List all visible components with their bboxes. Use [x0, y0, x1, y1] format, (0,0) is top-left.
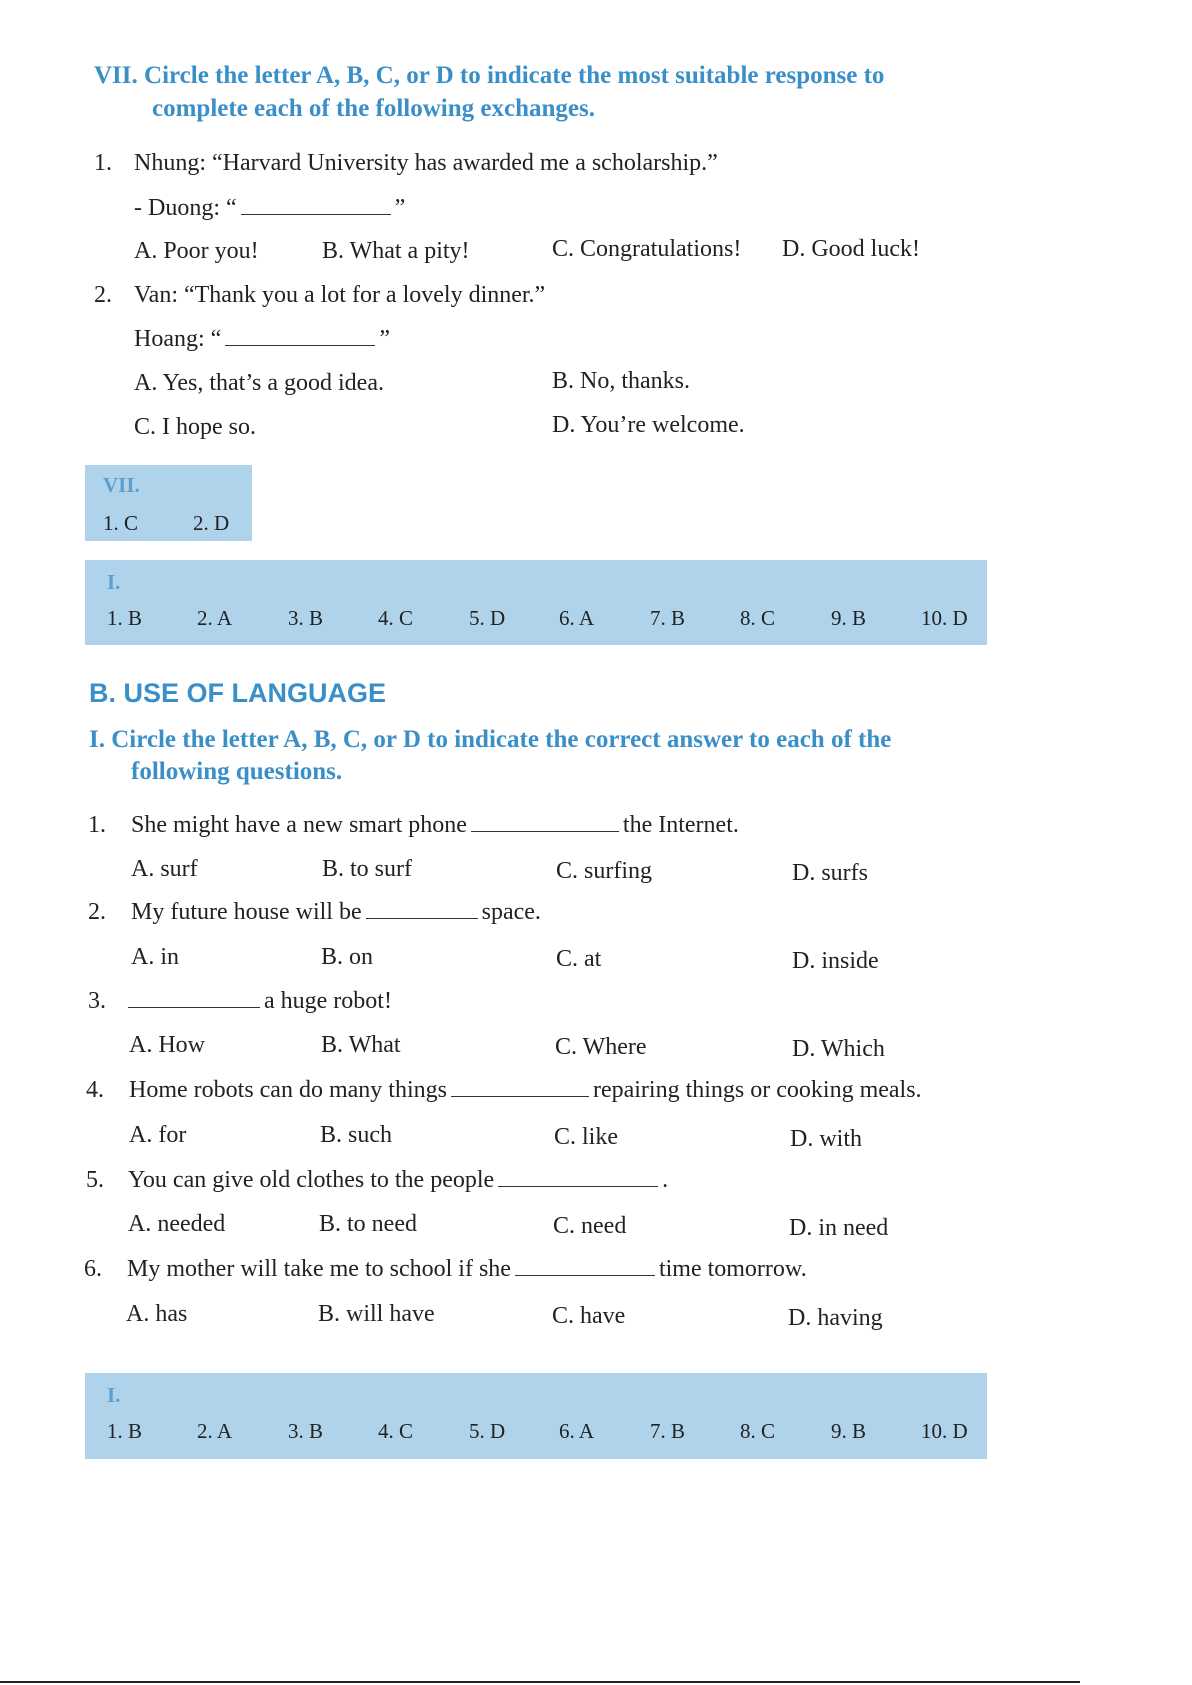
q7-2-number: 2. [94, 282, 112, 308]
qb-1-option-d[interactable]: D. surfs [792, 860, 868, 886]
q7-2-prompt: Van: “Thank you a lot for a lovely dinner.” [134, 282, 546, 308]
section-b-heading-line2: following questions. [131, 758, 343, 785]
qb-6-number: 6. [84, 1256, 102, 1282]
qb-1-option-a[interactable]: A. surf [131, 856, 198, 882]
qb-3-after: a huge robot! [264, 988, 392, 1014]
qb-1-option-c[interactable]: C. surfing [556, 858, 652, 884]
answer-1-top-item: 10. D [921, 606, 968, 630]
answer-1-bottom-item: 10. D [921, 1419, 968, 1443]
q7-1-option-a[interactable]: A. Poor you! [134, 238, 259, 264]
answer-1-top-item: 4. C [378, 606, 414, 630]
qb-4-option-a[interactable]: A. for [129, 1122, 187, 1148]
qb-3-option-c[interactable]: C. Where [555, 1034, 647, 1060]
answer-1-bottom-item: 8. C [740, 1419, 776, 1443]
qb-4-option-d[interactable]: D. with [790, 1126, 862, 1152]
section-7-heading-line2: complete each of the following exchanges. [152, 95, 595, 122]
qb-1-number: 1. [88, 812, 106, 838]
qb-5-option-b[interactable]: B. to need [319, 1211, 417, 1237]
answer-blank[interactable] [515, 1257, 655, 1276]
answer-box-7-label: VII. [103, 473, 140, 497]
answer-1-top-item: 6. A [559, 606, 595, 630]
answer-1-bottom-item: 3. B [288, 1419, 324, 1443]
qb-3-option-d[interactable]: D. Which [792, 1036, 885, 1062]
answer-blank[interactable] [471, 813, 619, 832]
answer-blank[interactable] [225, 327, 375, 346]
answer-blank[interactable] [498, 1168, 658, 1187]
qb-2-after: space. [481, 899, 541, 925]
qb-5-after: . [662, 1167, 669, 1193]
qb-4-before: Home robots can do many things [129, 1077, 447, 1103]
qb-5-option-c[interactable]: C. need [553, 1213, 627, 1239]
qb-5-option-d[interactable]: D. in need [789, 1215, 889, 1241]
qb-4-number: 4. [86, 1077, 104, 1103]
section-7-heading-line1: VII. Circle the letter A, B, C, or D to indicate the most suitable response to [94, 62, 885, 89]
qb-2-sentence [131, 899, 541, 926]
q7-2-speaker: Hoang: “ [134, 326, 222, 352]
answer-1-bottom-item: 9. B [831, 1419, 867, 1443]
answer-1-top-item: 9. B [831, 606, 867, 630]
answer-blank[interactable] [451, 1078, 589, 1097]
answer-7-1: 1. C [103, 511, 139, 535]
q7-1-number: 1. [94, 150, 112, 176]
q7-1-response-line [134, 195, 405, 222]
answer-1-bottom-item: 1. B [107, 1419, 143, 1443]
qb-2-number: 2. [88, 899, 106, 925]
qb-4-after: repairing things or cooking meals. [592, 1077, 922, 1103]
q7-1-speaker: - Duong: “ [134, 195, 237, 221]
qb-3-sentence [124, 988, 392, 1015]
qb-5-before: You can give old clothes to the people [128, 1167, 495, 1193]
qb-2-option-d[interactable]: D. inside [792, 948, 879, 974]
qb-1-option-b[interactable]: B. to surf [322, 856, 412, 882]
section-b-heading-line1: I. Circle the letter A, B, C, or D to indicate the correct answer to each of the [89, 726, 892, 753]
q7-2-option-a[interactable]: A. Yes, that’s a good idea. [134, 370, 384, 396]
qb-1-before: She might have a new smart phone [131, 812, 467, 838]
qb-6-after: time tomorrow. [658, 1256, 807, 1282]
q7-2-response-line [134, 326, 390, 353]
answer-1-bottom-item: 2. A [197, 1419, 233, 1443]
answer-box-7 [85, 465, 252, 541]
qb-2-option-c[interactable]: C. at [556, 946, 602, 972]
q7-2-option-d[interactable]: D. You’re welcome. [552, 412, 745, 438]
answer-1-top-item: 7. B [650, 606, 686, 630]
qb-6-option-c[interactable]: C. have [552, 1303, 626, 1329]
qb-1-sentence [131, 812, 739, 839]
qb-2-option-b[interactable]: B. on [321, 944, 374, 970]
answer-box-1-top-label: I. [107, 570, 121, 594]
answer-1-top-item: 2. A [197, 606, 233, 630]
qb-5-number: 5. [86, 1167, 104, 1193]
qb-2-option-a[interactable]: A. in [131, 944, 179, 970]
qb-6-option-d[interactable]: D. having [788, 1305, 883, 1331]
qb-2-before: My future house will be [131, 899, 362, 925]
answer-box-1-bottom [85, 1373, 987, 1459]
qb-5-sentence [128, 1167, 668, 1194]
qb-6-before: My mother will take me to school if she [127, 1256, 511, 1282]
answer-box-1-top [85, 560, 987, 645]
qb-1-after: the Internet. [622, 812, 739, 838]
q7-1-prompt: Nhung: “Harvard University has awarded me a scholarship.” [134, 150, 718, 176]
qb-4-option-c[interactable]: C. like [554, 1124, 618, 1150]
answer-1-bottom-item: 6. A [559, 1419, 595, 1443]
q7-1-option-b[interactable]: B. What a pity! [322, 238, 470, 264]
qb-5-option-a[interactable]: A. needed [128, 1211, 226, 1237]
close-quote: ” [394, 195, 406, 221]
q7-2-option-b[interactable]: B. No, thanks. [552, 368, 690, 394]
answer-blank[interactable] [128, 989, 260, 1008]
answer-1-top-item: 5. D [469, 606, 506, 630]
answer-1-bottom-item: 5. D [469, 1419, 506, 1443]
answer-1-top-item: 1. B [107, 606, 143, 630]
qb-4-sentence [129, 1077, 922, 1104]
answer-7-2: 2. D [193, 511, 230, 535]
qb-3-number: 3. [88, 988, 106, 1014]
qb-6-option-a[interactable]: A. has [126, 1301, 188, 1327]
q7-1-option-d[interactable]: D. Good luck! [782, 236, 920, 262]
qb-6-sentence [127, 1256, 807, 1283]
qb-6-option-b[interactable]: B. will have [318, 1301, 435, 1327]
page-bottom-rule [0, 1681, 1080, 1683]
answer-1-bottom-item: 7. B [650, 1419, 686, 1443]
answer-blank[interactable] [366, 900, 478, 919]
q7-2-option-c[interactable]: C. I hope so. [134, 414, 256, 440]
qb-3-option-a[interactable]: A. How [129, 1032, 205, 1058]
qb-4-option-b[interactable]: B. such [320, 1122, 392, 1148]
answer-blank[interactable] [241, 196, 391, 215]
answer-1-top-item: 3. B [288, 606, 324, 630]
answer-1-bottom-item: 4. C [378, 1419, 414, 1443]
section-b-title: B. USE OF LANGUAGE [89, 678, 387, 708]
answer-box-1-bottom-label: I. [107, 1383, 121, 1407]
qb-3-option-b[interactable]: B. What [321, 1032, 401, 1058]
close-quote: ” [379, 326, 390, 352]
q7-1-option-c[interactable]: C. Congratulations! [552, 236, 742, 262]
answer-1-top-item: 8. C [740, 606, 776, 630]
